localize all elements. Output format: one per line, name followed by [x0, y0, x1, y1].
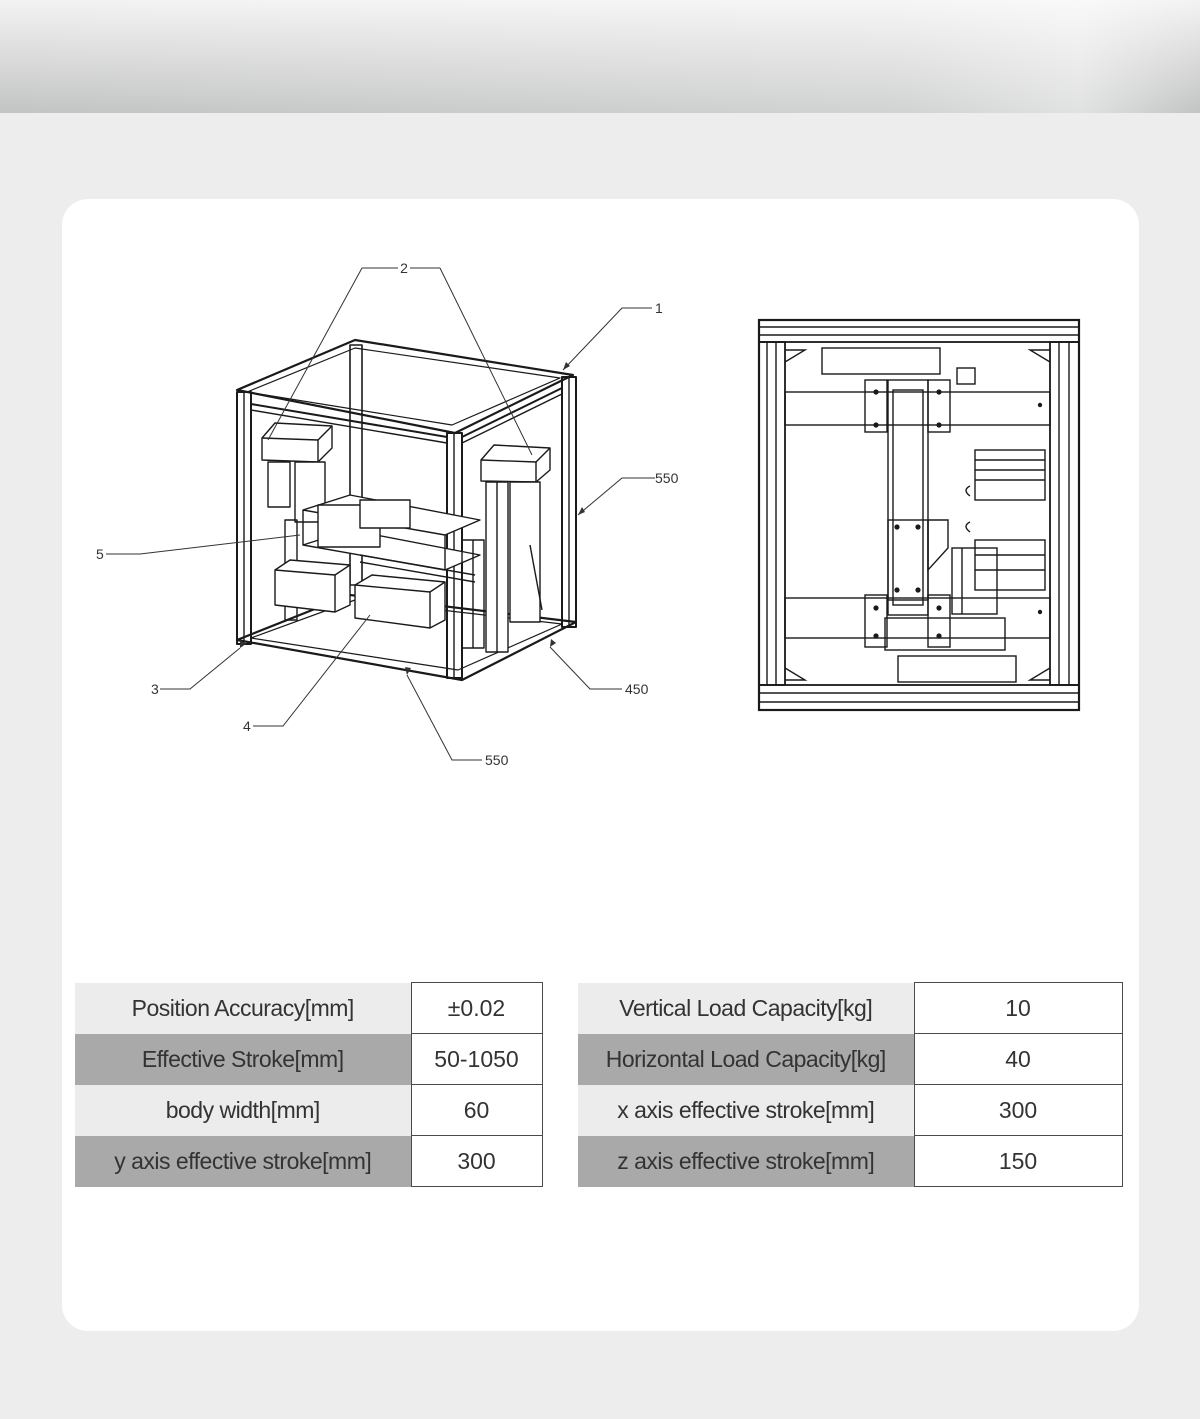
spec-value: 300	[914, 1085, 1122, 1136]
callout-2: 2	[400, 260, 408, 276]
table-row	[578, 983, 1122, 1034]
spec-label: y axis effective stroke[mm]	[75, 1136, 411, 1187]
table-row	[578, 1034, 1122, 1085]
spec-value: ±0.02	[411, 983, 542, 1034]
spec-table-left	[75, 982, 543, 1187]
spec-value: 40	[914, 1034, 1122, 1085]
table-row	[75, 983, 542, 1034]
spec-value: 10	[914, 983, 1122, 1034]
callout-550-side: 550	[655, 470, 679, 486]
spec-label: body width[mm]	[75, 1085, 411, 1136]
table-row	[578, 1136, 1122, 1187]
spec-label: Vertical Load Capacity[kg]	[578, 983, 914, 1034]
table-row	[75, 1034, 542, 1085]
table-row	[75, 1085, 542, 1136]
callout-1: 1	[655, 300, 663, 316]
isometric-drawing	[85, 255, 700, 785]
spec-table-right	[578, 982, 1123, 1187]
table-row	[75, 1136, 542, 1187]
spec-value: 50-1050	[411, 1034, 542, 1085]
header-banner	[0, 0, 1200, 113]
spec-label: z axis effective stroke[mm]	[578, 1136, 914, 1187]
spec-label: x axis effective stroke[mm]	[578, 1085, 914, 1136]
spec-value: 150	[914, 1136, 1122, 1187]
table-row	[578, 1085, 1122, 1136]
callout-5: 5	[96, 546, 104, 562]
spec-value: 300	[411, 1136, 542, 1187]
top-view-drawing	[752, 314, 1088, 716]
spec-label: Horizontal Load Capacity[kg]	[578, 1034, 914, 1085]
callout-4: 4	[243, 718, 251, 734]
spec-label: Effective Stroke[mm]	[75, 1034, 411, 1085]
spec-label: Position Accuracy[mm]	[75, 983, 411, 1034]
callout-450: 450	[625, 681, 649, 697]
callout-550-bottom: 550	[485, 752, 509, 768]
spec-value: 60	[411, 1085, 542, 1136]
callout-3: 3	[151, 681, 159, 697]
